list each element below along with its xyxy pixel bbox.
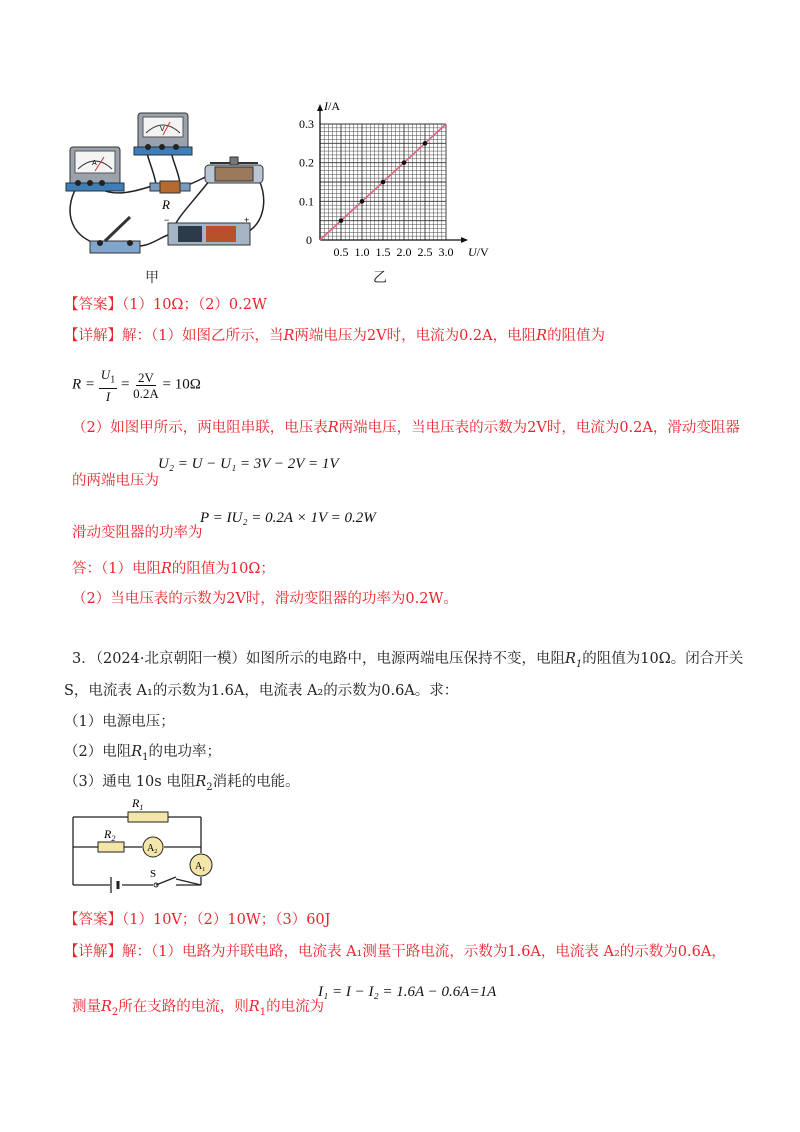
data-point <box>381 180 386 185</box>
x-tick-label: 1.5 <box>375 245 391 259</box>
svg-text:A1: $A_1$ <box>195 861 206 873</box>
y-axis-arrow <box>317 104 323 111</box>
battery-icon <box>164 215 250 245</box>
apparatus-figure <box>60 105 275 265</box>
svg-text:V: V <box>160 126 165 133</box>
q3-equation-4: I₁ = I − I₂ = 1.6A − 0.6A=1A <box>318 984 497 1000</box>
x-tick-label: 1.0 <box>354 245 370 259</box>
q2-equation-1: R = $\frac{U_1}{I}$ = $\frac{2V}{0.2A}$ = 10Ω <box>72 367 201 404</box>
label-R: R <box>162 197 170 212</box>
data-point <box>360 199 365 204</box>
x-tick-label: 0.5 <box>333 245 349 259</box>
q3-detail-2: 测量$R_2$所在支路的电流，则$R_1$的电流为 <box>72 999 325 1018</box>
x-tick-label: 2.0 <box>396 245 412 259</box>
switch-icon <box>90 217 140 253</box>
rheostat-icon <box>205 157 263 183</box>
q3-detail-1: 【详解】解：（1）电路为并联电路，电流表 A₁测量干路电流，示数为1.6A，电流表 A₂的示数为0.6A， <box>64 944 726 960</box>
q2-detail-3: 滑动变阻器的功率为 <box>72 525 203 541</box>
q3-answer: 【答案】（1）10V；（2）10W；（3）60J <box>64 912 331 928</box>
x-axis-label: U/V <box>468 245 489 259</box>
svg-text:+: + <box>244 215 250 225</box>
y-axis-label: I/A <box>324 99 340 113</box>
y-tick-label: 0.1 <box>299 194 314 209</box>
resistor-r2-icon <box>98 842 124 852</box>
battery-cell-icon <box>111 877 118 893</box>
q3-stem-line-2: S，电流表 A₁的示数为1.6A，电流表 A₂的示数为0.6A。求： <box>64 683 459 699</box>
figure-label-yi: 乙 <box>373 270 387 286</box>
svg-text:R1: $R_1$ <box>132 796 144 812</box>
x-axis-arrow <box>461 237 468 243</box>
switch-s-icon <box>154 877 201 887</box>
svg-text:−: − <box>164 215 170 225</box>
iu-graph <box>290 88 520 288</box>
ammeter-icon <box>66 147 124 191</box>
svg-text:R2: $R_2$ <box>104 827 116 843</box>
q3-stem-line-1: 3．（2024·北京朝阳一模）如图所示的电路中，电源两端电压保持不变，电阻$R_1$的阻值为10Ω。闭合开关 <box>72 651 744 670</box>
svg-text:S: S <box>150 868 157 880</box>
data-point <box>339 218 344 223</box>
resistor-icon <box>150 181 190 193</box>
answer-tag: 【答案】 <box>64 297 122 313</box>
q3-item-3: （3）通电 10s 电阻$R_2$消耗的电能。 <box>64 774 300 793</box>
q2-detail-2c: 的两端电压为 <box>72 473 159 489</box>
svg-text:A2: $A_2$ <box>147 843 158 855</box>
origin-label: 0 <box>306 233 312 247</box>
figure-label-jia: 甲 <box>145 270 159 286</box>
q2-detail-1: 【详解】解：（1）如图乙所示，当R两端电压为2V时，电流为0.2A，电阻R的阻值为 <box>64 328 606 344</box>
q2-answer: 【答案】（1）10Ω；（2）0.2W <box>64 297 267 313</box>
q2-conclusion-2: （2）当电压表的示数为2V时，滑动变阻器的功率为0.2W。 <box>72 591 458 607</box>
data-point <box>423 141 428 146</box>
x-tick-label: 2.5 <box>417 245 433 259</box>
x-tick-label: 3.0 <box>438 245 454 259</box>
svg-text:A: A <box>92 160 97 167</box>
resistor-r1-icon <box>128 812 168 822</box>
y-tick-label: 0.2 <box>299 155 314 170</box>
circuit-diagram <box>68 795 218 895</box>
q3-item-1: （1）电源电压； <box>64 714 175 730</box>
data-point <box>402 160 407 165</box>
q2-equation-2: U₂ = U − U₁ = 3V − 2V = 1V <box>158 456 339 472</box>
y-tick-label: 0.3 <box>299 117 314 131</box>
voltmeter-icon <box>134 113 192 155</box>
q2-detail-2: （2）如图甲所示，两电阻串联，电压表R两端电压，当电压表的示数为2V时，电流为0.2A，滑动变阻器 <box>72 420 740 436</box>
q2-conclusion-1: 答：（1）电阻R的阻值为10Ω； <box>72 561 275 577</box>
q3-item-2: （2）电阻$R_1$的电功率； <box>64 744 222 763</box>
q2-equation-3: P = IU₂ = 0.2A × 1V = 0.2W <box>200 510 376 526</box>
